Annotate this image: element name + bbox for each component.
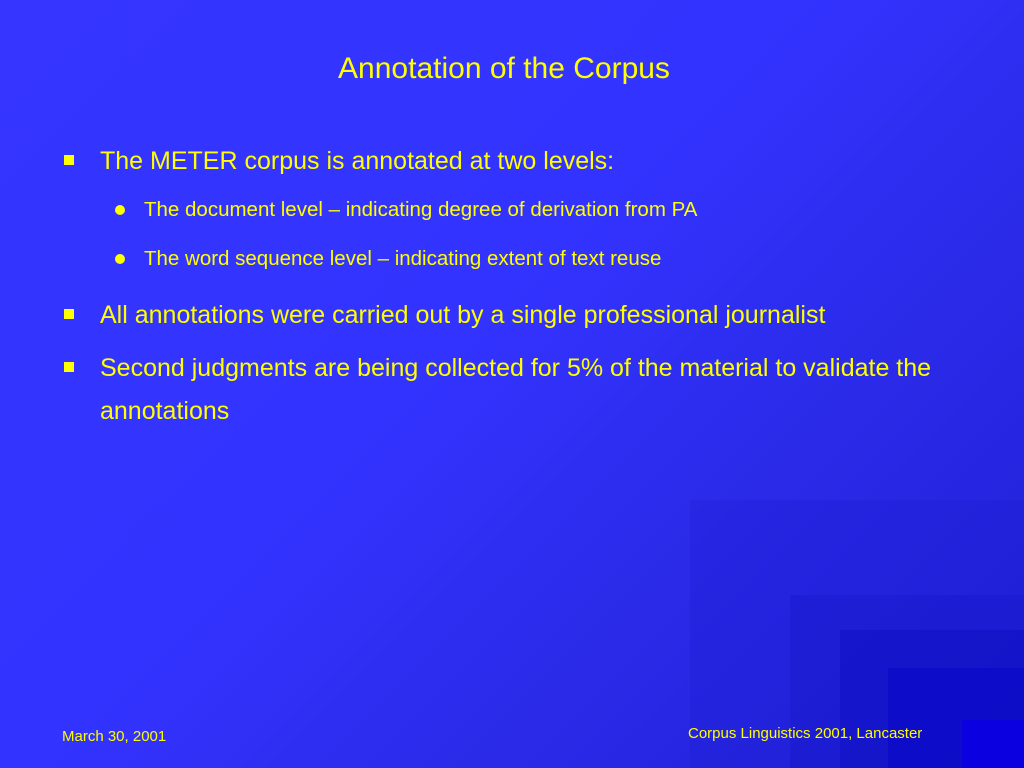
square-bullet-icon <box>64 155 74 165</box>
sub-bullet-text: The document level – indicating degree of derivation from PA <box>144 198 698 221</box>
bullet-item <box>60 347 960 433</box>
background-corner-block <box>962 720 1024 768</box>
bullet-item <box>60 140 960 183</box>
round-bullet-icon <box>115 205 125 215</box>
square-bullet-icon <box>64 309 74 319</box>
square-bullet-icon <box>64 362 74 372</box>
sub-bullet-item <box>60 244 960 274</box>
bullet-list <box>60 140 960 443</box>
footer-date: March 30, 2001 <box>62 728 167 745</box>
bullet-text: Second judgments are being collected for 5% of the material to validate the annotations <box>100 354 932 425</box>
sub-bullet-text: The word sequence level – indicating extent of text reuse <box>144 247 662 270</box>
footer-event: Corpus Linguistics 2001, Lancaster <box>688 725 923 742</box>
sub-bullet-item <box>60 195 960 225</box>
bullet-text: All annotations were carried out by a single professional journalist <box>100 301 826 329</box>
bullet-item <box>60 294 960 337</box>
round-bullet-icon <box>115 254 125 264</box>
slide-title: Annotation of the Corpus <box>338 52 670 85</box>
bullet-text: The METER corpus is annotated at two levels: <box>100 147 615 175</box>
